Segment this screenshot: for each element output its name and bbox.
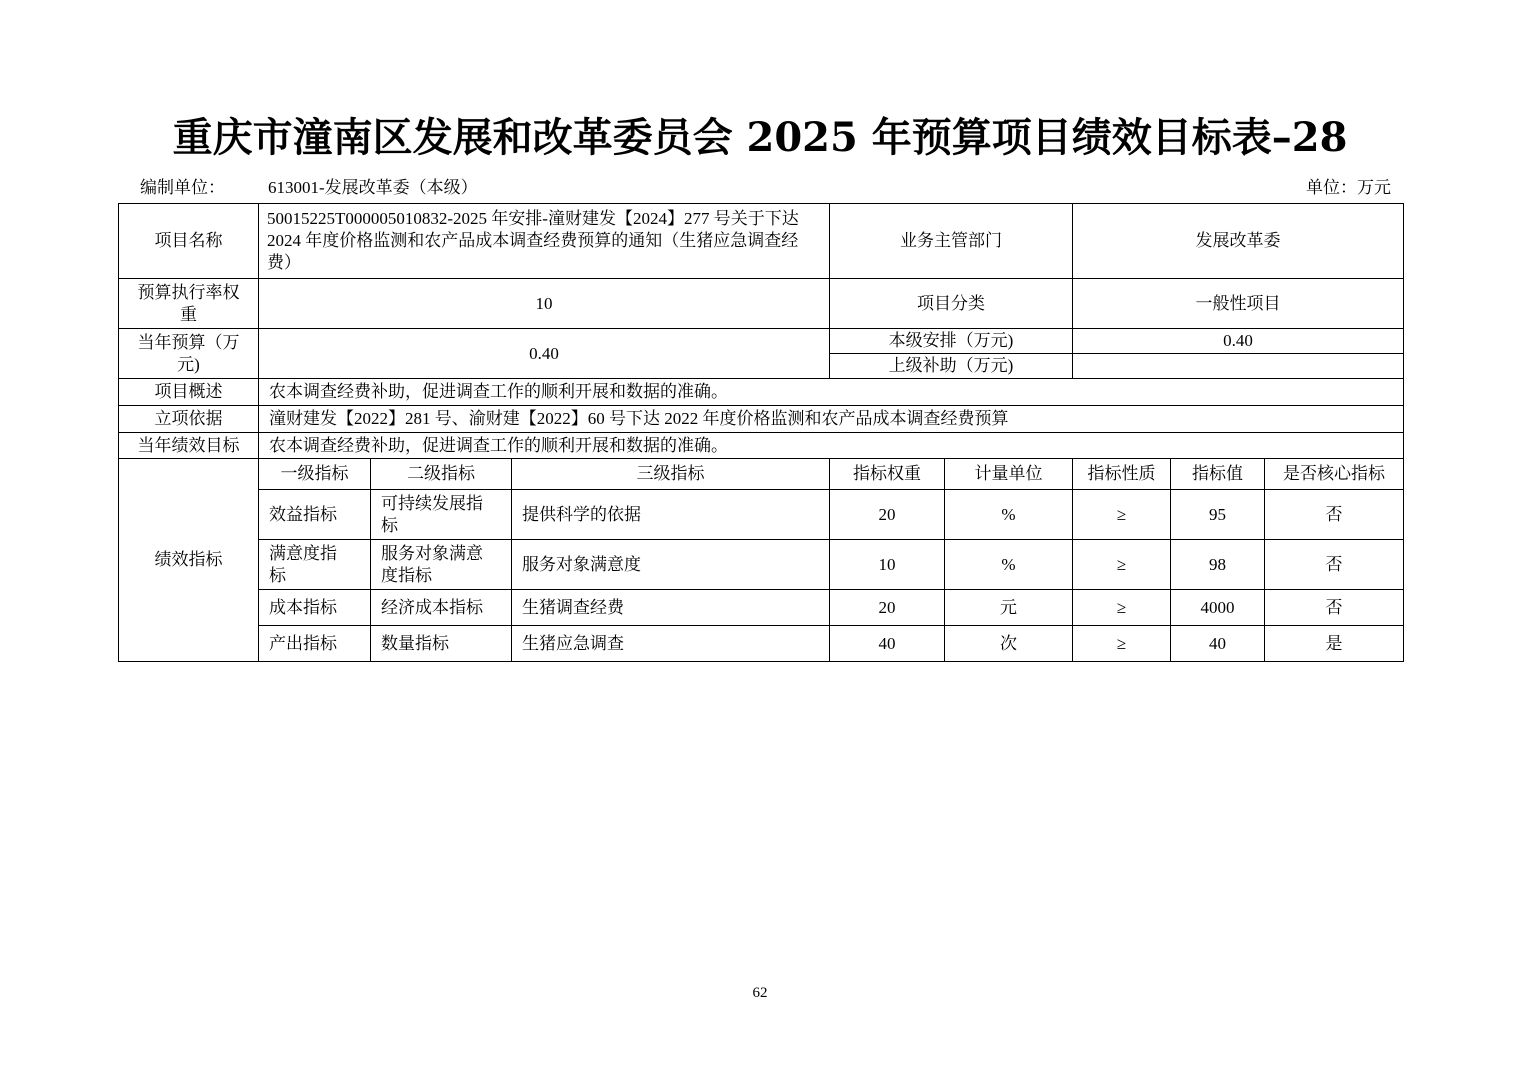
header-nature: 指标性质 [1073, 459, 1171, 490]
page-number: 62 [752, 985, 768, 1001]
rate-value: 10 [259, 279, 830, 329]
cell-nature: ≥ [1073, 490, 1171, 540]
page-title: 重庆市潼南区发展和改革委员会 2025 年预算项目绩效目标表–28 [172, 114, 1348, 161]
cell-value: 4000 [1171, 590, 1265, 626]
cell-core: 否 [1265, 540, 1404, 590]
cell-unit: 次 [945, 626, 1073, 662]
cell-level3: 生猪应急调查 [512, 626, 830, 662]
cell-level2: 服务对象满意 度指标 [371, 540, 512, 590]
table-row [119, 540, 1404, 590]
cell-weight: 20 [830, 590, 945, 626]
cell-value: 98 [1171, 540, 1265, 590]
cell-level1: 成本指标 [259, 590, 371, 626]
cell-level3: 提供科学的依据 [512, 490, 830, 540]
cell-weight: 20 [830, 490, 945, 540]
cell-core: 否 [1265, 590, 1404, 626]
header-weight: 指标权重 [830, 459, 945, 490]
header-unit: 计量单位 [945, 459, 1073, 490]
org-label: 编制单位： [140, 178, 225, 197]
rate-label: 预算执行率权 重 [119, 279, 259, 329]
dept-label: 业务主管部门 [830, 204, 1073, 279]
header-level2: 二级指标 [371, 459, 512, 490]
cell-level2: 经济成本指标 [371, 590, 512, 626]
overview-value: 农本调查经费补助，促进调查工作的顺利开展和数据的准确。 [259, 379, 1404, 406]
project-name-label: 项目名称 [119, 204, 259, 279]
indicator-label: 绩效指标 [119, 459, 259, 662]
cell-unit: 元 [945, 590, 1073, 626]
cell-core: 否 [1265, 490, 1404, 540]
budget-value: 0.40 [259, 329, 830, 379]
cell-value: 40 [1171, 626, 1265, 662]
basis-label: 立项依据 [119, 406, 259, 433]
table-row [119, 590, 1404, 626]
cell-level3: 生猪调查经费 [512, 590, 830, 626]
header-value: 指标值 [1171, 459, 1265, 490]
cell-nature: ≥ [1073, 590, 1171, 626]
header-level1: 一级指标 [259, 459, 371, 490]
category-label: 项目分类 [830, 279, 1073, 329]
goal-value: 农本调查经费补助，促进调查工作的顺利开展和数据的准确。 [259, 433, 1404, 459]
overview-label: 项目概述 [119, 379, 259, 406]
budget-label: 当年预算（万 元) [119, 329, 259, 379]
cell-value: 95 [1171, 490, 1265, 540]
table-row [119, 490, 1404, 540]
cell-unit: % [945, 490, 1073, 540]
cell-weight: 10 [830, 540, 945, 590]
project-name-value: 50015225T000005010832-2025 年安排-潼财建发【2024】277 号关于下达 2024 年度价格监测和农产品成本调查经费预算的通知（生猪应急调查经费） [259, 204, 830, 279]
goal-label: 当年绩效目标 [119, 433, 259, 459]
performance-table [118, 203, 1404, 662]
basis-value: 潼财建发【2022】281 号、渝财建【2022】60 号下达 2022 年度价格监测和农产品成本调查经费预算 [259, 406, 1404, 433]
superior-value [1073, 354, 1404, 379]
table-row [119, 626, 1404, 662]
cell-level1: 产出指标 [259, 626, 371, 662]
header-core: 是否核心指标 [1265, 459, 1404, 490]
indicator-header-row [119, 459, 1404, 490]
cell-nature: ≥ [1073, 626, 1171, 662]
header-level3: 三级指标 [512, 459, 830, 490]
unit-label: 单位：万元 [1306, 178, 1391, 197]
superior-label: 上级补助（万元) [830, 354, 1073, 379]
local-label: 本级安排（万元) [830, 329, 1073, 354]
cell-level2: 可持续发展指 标 [371, 490, 512, 540]
cell-unit: % [945, 540, 1073, 590]
org-value: 613001-发展改革委（本级） [268, 178, 478, 197]
cell-level1: 效益指标 [259, 490, 371, 540]
cell-level2: 数量指标 [371, 626, 512, 662]
cell-level3: 服务对象满意度 [512, 540, 830, 590]
local-value: 0.40 [1073, 329, 1404, 354]
dept-value: 发展改革委 [1073, 204, 1404, 279]
cell-nature: ≥ [1073, 540, 1171, 590]
cell-core: 是 [1265, 626, 1404, 662]
category-value: 一般性项目 [1073, 279, 1404, 329]
cell-level1: 满意度指 标 [259, 540, 371, 590]
cell-weight: 40 [830, 626, 945, 662]
